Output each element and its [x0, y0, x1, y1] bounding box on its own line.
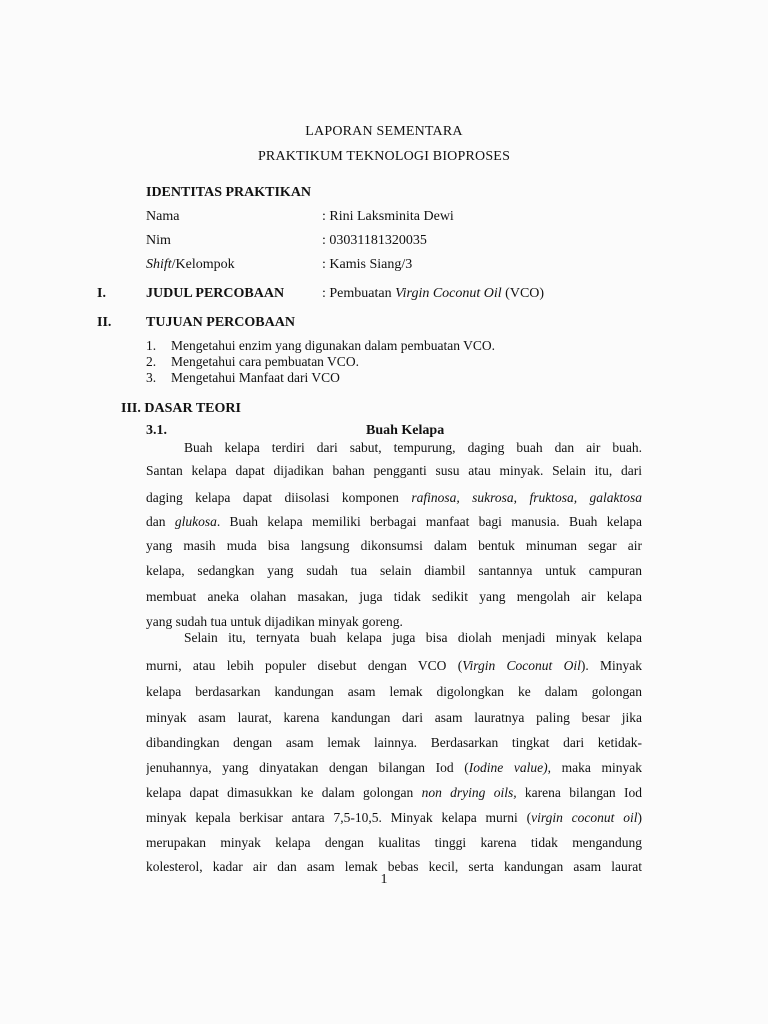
section-1-heading: JUDUL PERCOBAAN — [146, 286, 285, 301]
section-3-heading: III. DASAR TEORI — [121, 401, 241, 416]
section-1-number: I. — [97, 286, 106, 301]
goals-list — [146, 338, 495, 386]
identitas-value-nama: : Rini Laksminita Dewi — [322, 209, 454, 224]
identitas-heading: IDENTITAS PRAKTIKAN — [146, 185, 312, 200]
section-1-value: : Pembuatan Virgin Coconut Oil (VCO) — [322, 286, 545, 301]
identitas-label-nim: Nim — [146, 233, 171, 248]
identitas-label-nama: Nama — [146, 209, 180, 224]
identitas-value-shift: : Kamis Siang/3 — [322, 257, 413, 272]
subsection-title: Buah Kelapa — [366, 423, 445, 438]
section-2-heading: TUJUAN PERCOBAAN — [146, 315, 295, 330]
page-number: 1 — [380, 872, 388, 887]
list-item: 1. Mengetahui enzim yang digunakan dalam pembuatan VCO. — [146, 338, 496, 353]
list-item: 2. Mengetahui cara pembuatan VCO. — [146, 354, 359, 369]
identitas-label-shift: Shift/Kelompok — [146, 257, 235, 272]
identitas-value-nim: : 03031181320035 — [322, 233, 427, 248]
report-subtitle: PRAKTIKUM TEKNOLOGI BIOPROSES — [257, 149, 511, 164]
list-item: 3. Mengetahui Manfaat dari VCO — [146, 370, 340, 385]
subsection-number: 3.1. — [146, 423, 167, 438]
document-page: LAPORAN SEMENTARA PRAKTIKUM TEKNOLOGI BIOPROSES IDENTITAS PRAKTIKAN Nama : Rini Laksminita Dewi Nim : 03031181320035 Shift/Kelompok : Kamis Siang/3 I. JUDUL PERCOBAAN : Pembuatan Virgin Coconut Oil (VCO) II. TUJUAN PERCOBAAN 1. Mengetahui enzim yang digunakan dalam pembuatan VCO. 2. Mengetahui cara pembuatan VCO. 3. Mengetahui Manfaat dari VCO III. DASAR TEORI 3.1. Buah Kelapa Buah kelapa terdiri dari sabut, tempurung, daging buah dan air buah. Santan kelapa dapat dijadikan bahan pengganti susu atau minyak. Selain itu, dari daging kelapa dapat diisolasi komponen rafinosa, sukrosa, fruktosa, galaktosa dan glukosa. Buah kelapa memiliki berbagai manfaat bagi manusia. Buah kelapa yang masih muda bisa langsung dikonsumsi dalam bentuk minuman segar air kelapa, sedangkan yang sudah tua selain diambil santannya untuk campuran membuat aneka olahan masakan, juga tidak sedikit yang mengolah air kelapa yang sudah tua untuk dijadikan minyak goreng. Selain itu, ternyata buah kelapa juga bisa diolah menjadi minyak kelapa murni, atau lebih populer disebut dengan VCO (Virgin Coconut Oil). Minyak kelapa berdasarkan kandungan asam lemak digolongkan ke dalam golongan minyak asam laurat, karena kandungan dari asam lauratnya paling besar jika dibandingkan dengan asam lemak lainnya. Berdasarkan tingkat dari ketidak- jenuhannya, yang dinyatakan dengan bilangan Iod (Iodine value), maka minyak kelapa dapat dimasukkan ke dalam golongan non drying oils, karena bilangan Iod minyak kepala berkisar antara 7,5-10,5. Minyak kelapa murni (virgin coconut oil) merupakan minyak kelapa dengan kualitas tinggi karena tidak mengandung kolesterol, kadar air dan asam lemak bebas kecil, serta kandungan asam laurat 1 — [0, 0, 768, 1024]
section-2-number: II. — [97, 315, 112, 330]
report-title: LAPORAN SEMENTARA — [305, 124, 463, 139]
